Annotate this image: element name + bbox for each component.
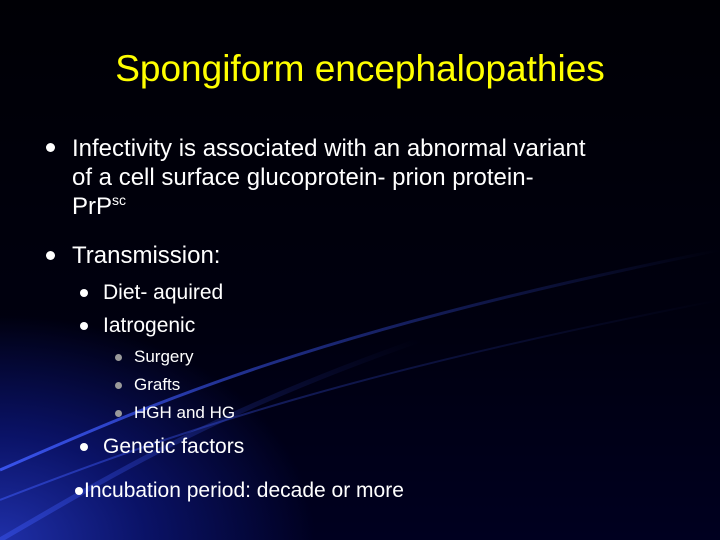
sub-sub-bullet-icon [115, 354, 122, 361]
bullet-infectivity-line1: Infectivity is associated with an abnormal variant [72, 135, 586, 162]
incubation-text: Incubation period: decade or more [84, 479, 404, 502]
bullet-transmission: Transmission: [72, 242, 221, 269]
sub-bullet-genetic: Genetic factors [103, 435, 245, 458]
incubation-bullet-icon [75, 487, 83, 495]
bullet-infectivity-line3 [72, 192, 712, 224]
prp-superscript: sc [112, 192, 127, 208]
sub-sub-bullet-grafts: Grafts [134, 375, 181, 394]
sub-bullet-icon [80, 289, 88, 297]
sub-bullet-icon [80, 443, 88, 451]
sub-sub-bullet-icon [115, 410, 122, 417]
bullet-infectivity [72, 134, 712, 224]
slide-title: Spongiform encephalopathies [115, 48, 605, 89]
bullet-infectivity-line2: of a cell surface glucoprotein- prion protein- [72, 164, 534, 191]
sub-bullet-iatrogenic: Iatrogenic [103, 314, 196, 337]
sub-sub-bullet-surgery: Surgery [134, 347, 194, 366]
bullet-icon [46, 143, 55, 152]
prp-text: PrP [72, 193, 113, 220]
sub-bullet-diet: Diet- aquired [103, 281, 224, 304]
sub-bullet-icon [80, 322, 88, 330]
sub-sub-bullet-icon [115, 382, 122, 389]
sub-sub-bullet-hgh: HGH and HG [134, 403, 236, 422]
bullet-icon [46, 251, 55, 260]
